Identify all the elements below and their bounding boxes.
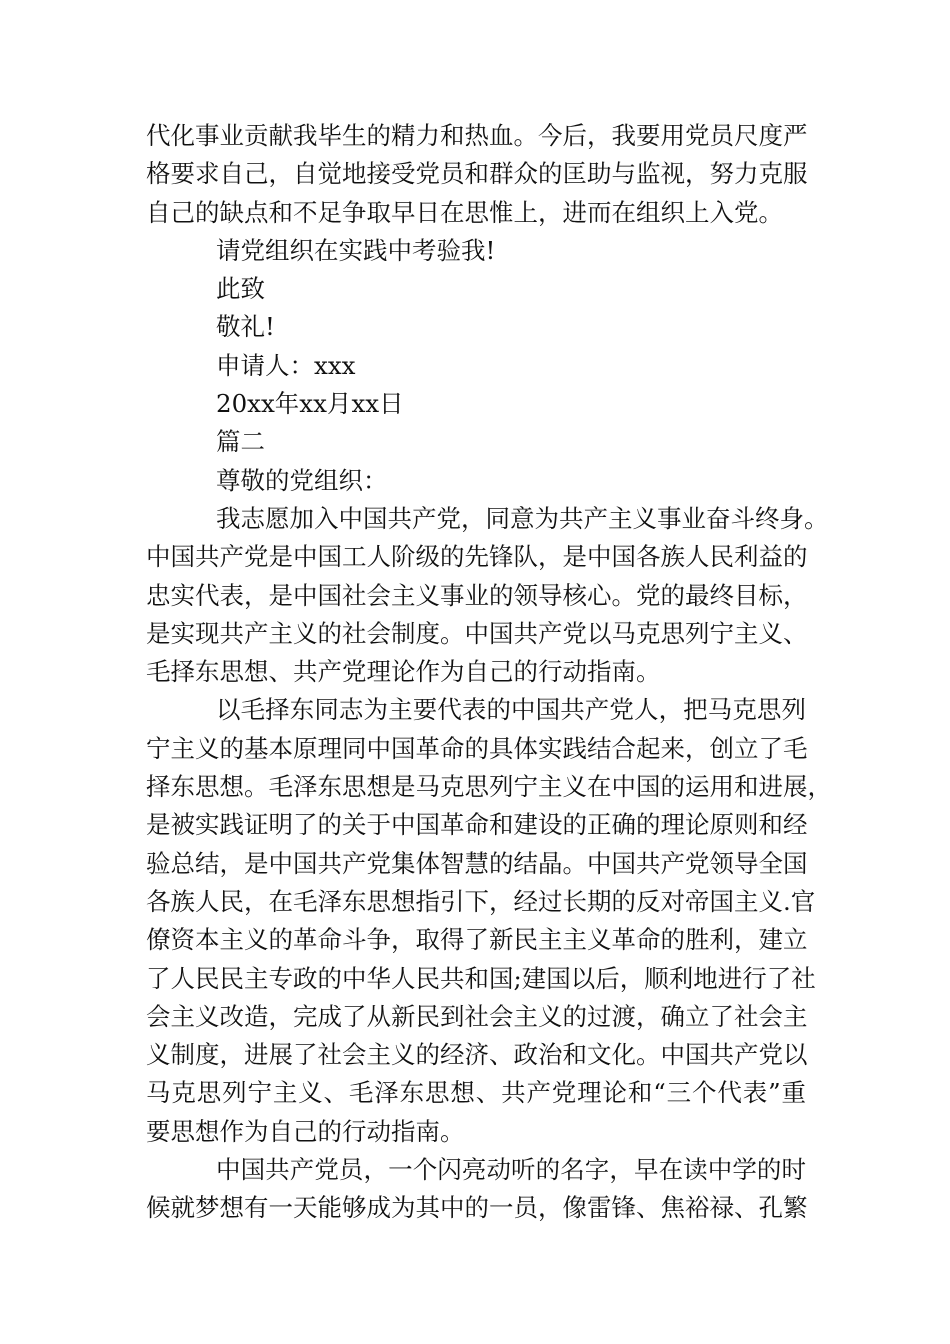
- p3-line-9: 会主义改造，完成了从新民到社会主义的过渡，确立了社会主: [146, 1001, 808, 1031]
- p3-line-12: 要思想作为自己的行动指南。: [146, 1116, 465, 1146]
- p3-line-8: 了人民民主专政的中华人民共和国;建国以后，顺利地进行了社: [146, 963, 816, 993]
- p2-line-1: 我志愿加入中国共产党，同意为共产主义事业奋斗终身。: [216, 503, 829, 533]
- p4-line-1: 中国共产党员，一个闪亮动听的名字，早在读中学的时: [216, 1155, 806, 1185]
- p2-line-3: 忠实代表，是中国社会主义事业的领导核心。党的最终目标，: [146, 580, 808, 610]
- p1-line-1: 代化事业贡献我毕生的精力和热血。今后，我要用党员尺度严: [146, 121, 808, 150]
- applicant-signature: 申请人：xxx: [216, 350, 356, 380]
- application-date: 20xx年xx月xx日: [216, 389, 404, 419]
- p2-line-2: 中国共产党是中国工人阶级的先锋队，是中国各族人民利益的: [146, 542, 808, 572]
- p2-line-5: 毛择东思想、共产党理论作为自己的行动指南。: [146, 657, 661, 687]
- p3-line-6: 各族人民，在毛泽东思想指引下，经过长期的反对帝国主义.官: [146, 886, 816, 916]
- salutation-ci-zhi: 此致: [216, 274, 265, 304]
- salutation-jing-li: 敬礼!: [216, 312, 275, 342]
- p4-line-2: 候就梦想有一天能够成为其中的一员，像雷锋、焦裕禄、孔繁: [146, 1193, 808, 1223]
- p3-line-4: 是被实践证明了的关于中国革命和建设的正确的理论原则和经: [146, 810, 808, 840]
- closing-line: 请党组织在实践中考验我!: [216, 235, 496, 265]
- p3-line-11: 马克思列宁主义、毛泽东思想、共产党理论和“三个代表”重: [146, 1078, 806, 1108]
- p1-line-3: 自己的缺点和不足争取早日在思惟上，进而在组织上入党。: [146, 197, 783, 227]
- p3-line-2: 宁主义的基本原理同中国革命的具体实践结合起来，创立了毛: [146, 733, 808, 763]
- p3-line-7: 僚资本主义的革命斗争，取得了新民主主义革命的胜利，建立: [146, 925, 808, 955]
- p1-line-2: 格要求自己，自觉地接受党员和群众的匡助与监视，努力克服: [146, 159, 808, 189]
- section-title: 篇二: [216, 427, 265, 457]
- p3-line-10: 义制度，进展了社会主义的经济、政治和文化。中国共产党以: [146, 1040, 808, 1070]
- document-page: [146, 117, 832, 1228]
- greeting: 尊敬的党组织：: [216, 465, 388, 495]
- p2-line-4: 是实现共产主义的社会制度。中国共产党以马克思列宁主义、: [146, 618, 808, 648]
- p3-line-5: 验总结，是中国共产党集体智慧的结晶。中国共产党领导全国: [146, 848, 808, 878]
- p3-line-1: 以毛择东同志为主要代表的中国共产党人，把马克思列: [216, 695, 806, 725]
- p3-line-3: 择东思想。毛泽东思想是马克思列宁主义在中国的运用和进展，: [146, 772, 832, 802]
